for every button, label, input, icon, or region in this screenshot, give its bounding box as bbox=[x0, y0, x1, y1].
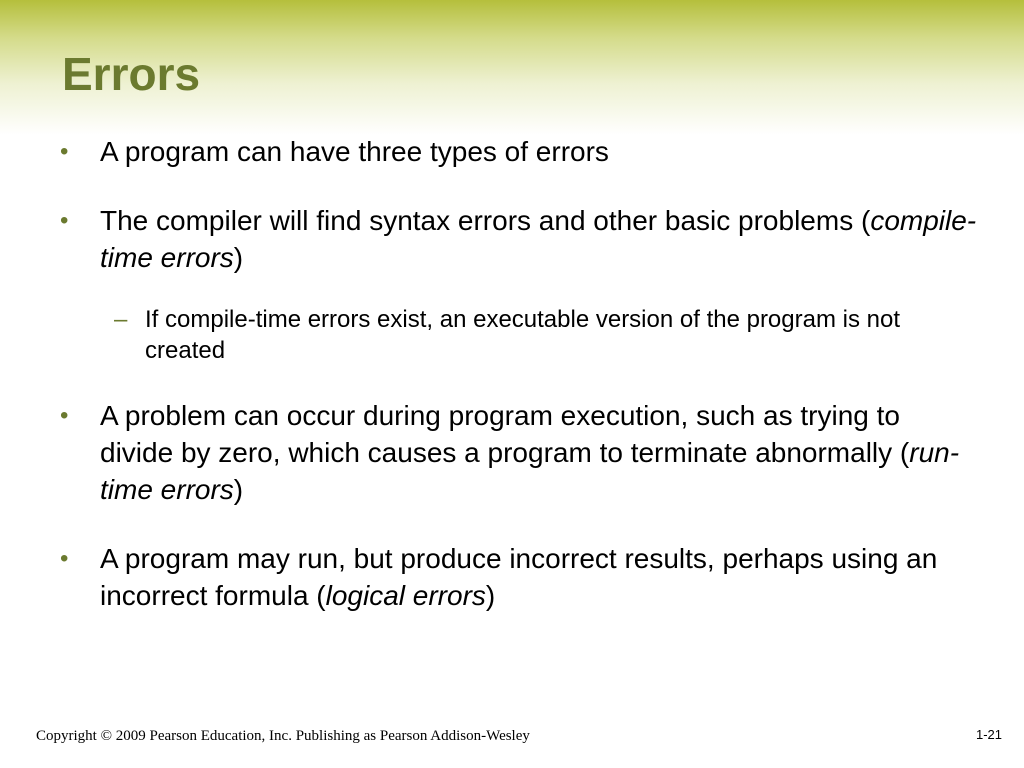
bullet-item bbox=[60, 133, 980, 170]
sub-bullet-item bbox=[114, 304, 975, 366]
sub-bullet-marker: – bbox=[114, 306, 128, 333]
bullet-text: A problem can occur during program execution, such as trying to divide by zero, which causes a program to terminate abnormally ( bbox=[100, 400, 910, 468]
bullet-marker: • bbox=[60, 138, 69, 165]
bullet-item bbox=[60, 202, 980, 276]
bullet-text-end: ) bbox=[233, 474, 244, 505]
bullet-emphasis: logical errors bbox=[325, 580, 486, 611]
bullet-text: A program may run, but produce incorrect results, perhaps using an incorrect formula ( bbox=[100, 543, 938, 611]
bullet-text-end: ) bbox=[485, 580, 496, 611]
bullet-text: The compiler will find syntax errors and other basic problems ( bbox=[100, 205, 871, 236]
slide-number: 1-21 bbox=[975, 727, 1002, 742]
bullet-marker: • bbox=[60, 545, 69, 572]
bullet-emphasis: compile-time errors bbox=[100, 205, 977, 273]
bullet-text: A program can have three types of errors bbox=[100, 136, 609, 167]
slide-title: Errors bbox=[62, 48, 201, 100]
bullet-marker: • bbox=[60, 207, 69, 234]
bullet-item bbox=[60, 540, 980, 614]
bullet-emphasis: run-time errors bbox=[100, 437, 960, 505]
copyright-footer: Copyright © 2009 Pearson Education, Inc. Publishing as Pearson Addison-Wesley bbox=[36, 728, 530, 744]
bullet-item bbox=[60, 397, 980, 508]
bullet-text-end: ) bbox=[233, 242, 244, 273]
sub-bullet-text: If compile-time errors exist, an executable version of the program is not created bbox=[145, 306, 900, 364]
bullet-marker: • bbox=[60, 402, 69, 429]
